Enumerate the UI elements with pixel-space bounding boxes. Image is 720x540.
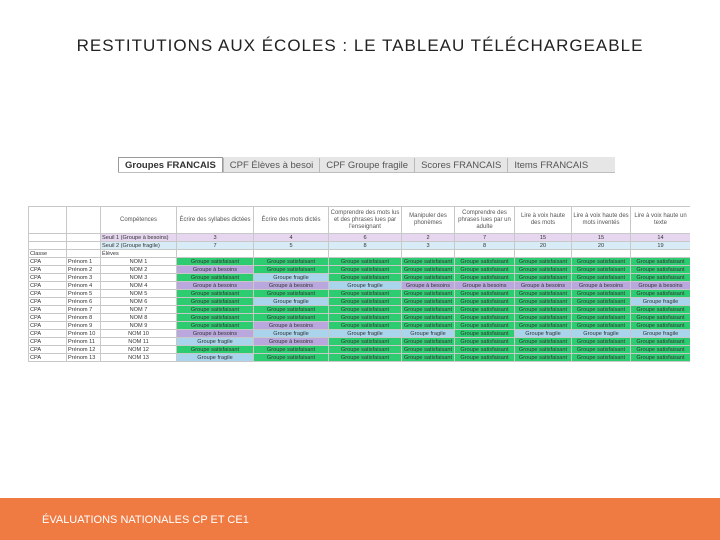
group-cell[interactable]: Groupe satisfaisant (455, 306, 515, 314)
classe-column-label[interactable]: Classe (29, 250, 67, 258)
prenom-cell[interactable]: Prénom 7 (67, 306, 101, 314)
group-cell[interactable]: Groupe fragile (631, 330, 691, 338)
classe-cell[interactable]: CPA (29, 314, 67, 322)
empty-cell[interactable] (177, 250, 254, 258)
spreadsheet (28, 206, 690, 382)
slide-title: RESTITUTIONS AUX ÉCOLES : LE TABLEAU TÉLÉCHARGEABLE (76, 36, 644, 55)
group-cell[interactable]: Groupe satisfaisant (177, 306, 254, 314)
group-cell[interactable]: Groupe fragile (329, 282, 402, 290)
header-cell[interactable]: Lire à voix haute des mots inventés (572, 207, 631, 234)
tab-cpf-eleves-a-besoins[interactable]: CPF Élèves à besoi (223, 158, 319, 172)
group-cell[interactable]: Groupe satisfaisant (402, 314, 455, 322)
group-cell[interactable]: Groupe satisfaisant (329, 290, 402, 298)
header-cell[interactable]: Compétences (101, 207, 177, 234)
threshold-value[interactable]: 3 (402, 242, 455, 250)
student-row (29, 298, 691, 306)
group-cell[interactable]: Groupe satisfaisant (455, 266, 515, 274)
classe-cell[interactable]: CPA (29, 274, 67, 282)
threshold-row (29, 242, 691, 250)
empty-cell[interactable] (631, 250, 691, 258)
nom-cell[interactable]: NOM 9 (101, 322, 177, 330)
empty-cell[interactable] (515, 250, 572, 258)
student-row (29, 330, 691, 338)
group-cell[interactable]: Groupe satisfaisant (515, 314, 572, 322)
empty-cell[interactable] (67, 250, 101, 258)
group-cell[interactable]: Groupe satisfaisant (402, 298, 455, 306)
group-cell[interactable]: Groupe satisfaisant (572, 322, 631, 330)
group-cell[interactable]: Groupe satisfaisant (515, 298, 572, 306)
group-cell[interactable]: Groupe satisfaisant (455, 258, 515, 266)
group-cell[interactable]: Groupe satisfaisant (402, 354, 455, 362)
group-cell[interactable]: Groupe à besoins (177, 266, 254, 274)
threshold-value[interactable]: 8 (329, 242, 402, 250)
empty-cell[interactable] (572, 250, 631, 258)
empty-cell[interactable] (254, 250, 329, 258)
group-cell[interactable]: Groupe satisfaisant (631, 290, 691, 298)
student-row (29, 338, 691, 346)
group-cell[interactable]: Groupe satisfaisant (329, 346, 402, 354)
header-row (29, 207, 691, 234)
group-cell[interactable]: Groupe satisfaisant (572, 314, 631, 322)
classe-cell[interactable]: CPA (29, 298, 67, 306)
group-cell[interactable]: Groupe fragile (515, 330, 572, 338)
group-cell[interactable]: Groupe satisfaisant (402, 346, 455, 354)
group-cell[interactable]: Groupe satisfaisant (329, 298, 402, 306)
group-cell[interactable]: Groupe satisfaisant (254, 290, 329, 298)
group-cell[interactable]: Groupe satisfaisant (402, 274, 455, 282)
group-cell[interactable]: Groupe à besoins (455, 282, 515, 290)
group-cell[interactable]: Groupe satisfaisant (515, 322, 572, 330)
header-cell[interactable] (29, 207, 67, 234)
group-cell[interactable]: Groupe fragile (254, 330, 329, 338)
prenom-cell[interactable]: Prénom 5 (67, 290, 101, 298)
classe-cell[interactable]: CPA (29, 338, 67, 346)
header-cell[interactable]: Écrire des mots dictés (254, 207, 329, 234)
group-cell[interactable]: Groupe satisfaisant (515, 306, 572, 314)
nom-cell[interactable]: NOM 4 (101, 282, 177, 290)
prenom-cell[interactable]: Prénom 6 (67, 298, 101, 306)
group-cell[interactable]: Groupe satisfaisant (455, 290, 515, 298)
threshold-value[interactable]: 20 (515, 242, 572, 250)
group-cell[interactable]: Groupe satisfaisant (515, 354, 572, 362)
student-row (29, 322, 691, 330)
group-cell[interactable]: Groupe satisfaisant (572, 338, 631, 346)
group-cell[interactable]: Groupe satisfaisant (329, 322, 402, 330)
threshold-value[interactable]: 15 (572, 234, 631, 242)
student-row (29, 346, 691, 354)
threshold-value[interactable]: 6 (329, 234, 402, 242)
group-cell[interactable]: Groupe satisfaisant (254, 258, 329, 266)
threshold-value[interactable]: 7 (455, 234, 515, 242)
group-cell[interactable]: Groupe satisfaisant (329, 258, 402, 266)
tab-items-francais[interactable]: Items FRANCAIS (507, 158, 594, 172)
group-cell[interactable]: Groupe satisfaisant (177, 298, 254, 306)
prenom-cell[interactable]: Prénom 13 (67, 354, 101, 362)
group-cell[interactable]: Groupe satisfaisant (515, 266, 572, 274)
student-row (29, 274, 691, 282)
group-cell[interactable]: Groupe satisfaisant (455, 274, 515, 282)
empty-cell[interactable] (329, 250, 402, 258)
group-cell[interactable]: Groupe satisfaisant (572, 298, 631, 306)
group-cell[interactable]: Groupe satisfaisant (177, 290, 254, 298)
empty-cell[interactable] (67, 234, 101, 242)
group-cell[interactable]: Groupe satisfaisant (254, 306, 329, 314)
student-row (29, 258, 691, 266)
group-cell[interactable]: Groupe satisfaisant (402, 266, 455, 274)
tab-cpf-groupe-fragile[interactable]: CPF Groupe fragile (319, 158, 414, 172)
group-cell[interactable]: Groupe à besoins (515, 282, 572, 290)
prenom-cell[interactable]: Prénom 11 (67, 338, 101, 346)
threshold-row (29, 234, 691, 242)
nom-cell[interactable]: NOM 3 (101, 274, 177, 282)
footer-bar (0, 498, 720, 540)
group-cell[interactable]: Groupe satisfaisant (455, 346, 515, 354)
column-label-row (29, 250, 691, 258)
empty-cell[interactable] (29, 234, 67, 242)
classe-cell[interactable]: CPA (29, 322, 67, 330)
nom-cell[interactable]: NOM 13 (101, 354, 177, 362)
student-row (29, 266, 691, 274)
sheet-tab-bar (118, 157, 615, 173)
threshold-value[interactable]: 3 (177, 234, 254, 242)
group-cell[interactable]: Groupe satisfaisant (455, 298, 515, 306)
group-cell[interactable]: Groupe satisfaisant (455, 330, 515, 338)
group-cell[interactable]: Groupe satisfaisant (631, 354, 691, 362)
classe-cell[interactable]: CPA (29, 290, 67, 298)
threshold-value[interactable]: 4 (254, 234, 329, 242)
threshold-label[interactable]: Seuil 1 (Groupe à besoins) (101, 234, 177, 242)
group-cell[interactable]: Groupe satisfaisant (572, 346, 631, 354)
student-row (29, 314, 691, 322)
group-cell[interactable]: Groupe satisfaisant (572, 354, 631, 362)
nom-cell[interactable]: NOM 8 (101, 314, 177, 322)
prenom-cell[interactable]: Prénom 12 (67, 346, 101, 354)
nom-cell[interactable]: NOM 2 (101, 266, 177, 274)
group-cell[interactable]: Groupe satisfaisant (455, 354, 515, 362)
group-cell[interactable]: Groupe satisfaisant (572, 258, 631, 266)
classe-cell[interactable]: CPA (29, 258, 67, 266)
nom-cell[interactable]: NOM 1 (101, 258, 177, 266)
threshold-value[interactable]: 5 (254, 242, 329, 250)
group-cell[interactable]: Groupe fragile (254, 274, 329, 282)
group-cell[interactable]: Groupe satisfaisant (402, 338, 455, 346)
group-cell[interactable]: Groupe satisfaisant (177, 274, 254, 282)
student-row (29, 290, 691, 298)
classe-cell[interactable]: CPA (29, 354, 67, 362)
threshold-value[interactable]: 20 (572, 242, 631, 250)
group-cell[interactable]: Groupe fragile (177, 354, 254, 362)
group-cell[interactable]: Groupe satisfaisant (254, 314, 329, 322)
header-cell[interactable]: Lire à voix haute des mots (515, 207, 572, 234)
group-cell[interactable]: Groupe fragile (254, 298, 329, 306)
header-cell[interactable]: Manipuler des phonèmes (402, 207, 455, 234)
student-row (29, 306, 691, 314)
tab-scores-francais[interactable]: Scores FRANCAIS (414, 158, 507, 172)
group-cell[interactable]: Groupe satisfaisant (177, 314, 254, 322)
group-cell[interactable]: Groupe satisfaisant (402, 322, 455, 330)
prenom-cell[interactable]: Prénom 10 (67, 330, 101, 338)
group-cell[interactable]: Groupe satisfaisant (254, 354, 329, 362)
group-cell[interactable]: Groupe satisfaisant (572, 306, 631, 314)
threshold-value[interactable]: 2 (402, 234, 455, 242)
group-cell[interactable]: Groupe satisfaisant (631, 258, 691, 266)
group-cell[interactable]: Groupe fragile (329, 330, 402, 338)
group-cell[interactable]: Groupe satisfaisant (177, 258, 254, 266)
footer-text: ÉVALUATIONS NATIONALES CP ET CE1 (42, 514, 249, 526)
nom-cell[interactable]: NOM 10 (101, 330, 177, 338)
group-cell[interactable]: Groupe satisfaisant (455, 322, 515, 330)
group-cell[interactable]: Groupe à besoins (254, 282, 329, 290)
threshold-label[interactable]: Seuil 2 (Groupe fragile) (101, 242, 177, 250)
nom-cell[interactable]: NOM 6 (101, 298, 177, 306)
header-cell[interactable]: Écrire des syllabes dictées (177, 207, 254, 234)
prenom-cell[interactable]: Prénom 8 (67, 314, 101, 322)
group-cell[interactable]: Groupe à besoins (572, 282, 631, 290)
threshold-value[interactable]: 14 (631, 234, 691, 242)
student-row (29, 354, 691, 362)
group-cell[interactable]: Groupe satisfaisant (455, 314, 515, 322)
group-cell[interactable]: Groupe satisfaisant (631, 306, 691, 314)
classe-cell[interactable]: CPA (29, 330, 67, 338)
empty-cell[interactable] (402, 250, 455, 258)
group-cell[interactable]: Groupe satisfaisant (455, 338, 515, 346)
group-cell[interactable]: Groupe à besoins (177, 330, 254, 338)
prenom-cell[interactable]: Prénom 3 (67, 274, 101, 282)
group-cell[interactable]: Groupe satisfaisant (329, 306, 402, 314)
classe-cell[interactable]: CPA (29, 282, 67, 290)
results-table (28, 206, 690, 362)
group-cell[interactable]: Groupe à besoins (254, 322, 329, 330)
group-cell[interactable]: Groupe satisfaisant (572, 274, 631, 282)
group-cell[interactable]: Groupe satisfaisant (631, 338, 691, 346)
group-cell[interactable]: Groupe satisfaisant (631, 266, 691, 274)
group-cell[interactable]: Groupe satisfaisant (254, 266, 329, 274)
classe-cell[interactable]: CPA (29, 266, 67, 274)
header-cell[interactable]: Comprendre des phrases lues par un adulte (455, 207, 515, 234)
group-cell[interactable]: Groupe à besoins (177, 282, 254, 290)
classe-cell[interactable]: CPA (29, 346, 67, 354)
group-cell[interactable]: Groupe satisfaisant (631, 274, 691, 282)
group-cell[interactable]: Groupe satisfaisant (254, 346, 329, 354)
group-cell[interactable]: Groupe fragile (572, 330, 631, 338)
group-cell[interactable]: Groupe satisfaisant (515, 290, 572, 298)
threshold-value[interactable]: 19 (631, 242, 691, 250)
nom-cell[interactable]: NOM 11 (101, 338, 177, 346)
empty-cell[interactable] (29, 242, 67, 250)
prenom-cell[interactable]: Prénom 9 (67, 322, 101, 330)
group-cell[interactable]: Groupe satisfaisant (402, 306, 455, 314)
threshold-value[interactable]: 8 (455, 242, 515, 250)
prenom-cell[interactable]: Prénom 1 (67, 258, 101, 266)
group-cell[interactable]: Groupe à besoins (254, 338, 329, 346)
group-cell[interactable]: Groupe satisfaisant (572, 290, 631, 298)
group-cell[interactable]: Groupe satisfaisant (631, 346, 691, 354)
empty-cell[interactable] (67, 242, 101, 250)
group-cell[interactable]: Groupe satisfaisant (515, 274, 572, 282)
empty-cell[interactable] (455, 250, 515, 258)
group-cell[interactable]: Groupe satisfaisant (329, 266, 402, 274)
group-cell[interactable]: Groupe fragile (177, 338, 254, 346)
group-cell[interactable]: Groupe satisfaisant (515, 258, 572, 266)
classe-cell[interactable]: CPA (29, 306, 67, 314)
group-cell[interactable]: Groupe satisfaisant (329, 274, 402, 282)
eleves-column-label[interactable]: Élèves (101, 250, 177, 258)
group-cell[interactable]: Groupe satisfaisant (515, 346, 572, 354)
group-cell[interactable]: Groupe satisfaisant (329, 354, 402, 362)
group-cell[interactable]: Groupe satisfaisant (515, 338, 572, 346)
group-cell[interactable]: Groupe satisfaisant (329, 314, 402, 322)
threshold-value[interactable]: 15 (515, 234, 572, 242)
header-cell[interactable]: Lire à voix haute un texte (631, 207, 691, 234)
group-cell[interactable]: Groupe satisfaisant (631, 322, 691, 330)
group-cell[interactable]: Groupe satisfaisant (631, 314, 691, 322)
prenom-cell[interactable]: Prénom 2 (67, 266, 101, 274)
threshold-value[interactable]: 7 (177, 242, 254, 250)
group-cell[interactable]: Groupe satisfaisant (402, 258, 455, 266)
group-cell[interactable]: Groupe à besoins (631, 282, 691, 290)
group-cell[interactable]: Groupe satisfaisant (177, 322, 254, 330)
group-cell[interactable]: Groupe fragile (402, 330, 455, 338)
group-cell[interactable]: Groupe satisfaisant (402, 290, 455, 298)
nom-cell[interactable]: NOM 12 (101, 346, 177, 354)
prenom-cell[interactable]: Prénom 4 (67, 282, 101, 290)
nom-cell[interactable]: NOM 5 (101, 290, 177, 298)
student-row (29, 282, 691, 290)
nom-cell[interactable]: NOM 7 (101, 306, 177, 314)
group-cell[interactable]: Groupe satisfaisant (329, 338, 402, 346)
group-cell[interactable]: Groupe satisfaisant (177, 346, 254, 354)
tab-groupes-francais[interactable]: Groupes FRANCAIS (118, 157, 223, 172)
group-cell[interactable]: Groupe satisfaisant (572, 266, 631, 274)
header-cell[interactable]: Comprendre des mots lus et des phrases lues par l'enseignant (329, 207, 402, 234)
header-cell[interactable] (67, 207, 101, 234)
group-cell[interactable]: Groupe fragile (631, 298, 691, 306)
group-cell[interactable]: Groupe à besoins (402, 282, 455, 290)
